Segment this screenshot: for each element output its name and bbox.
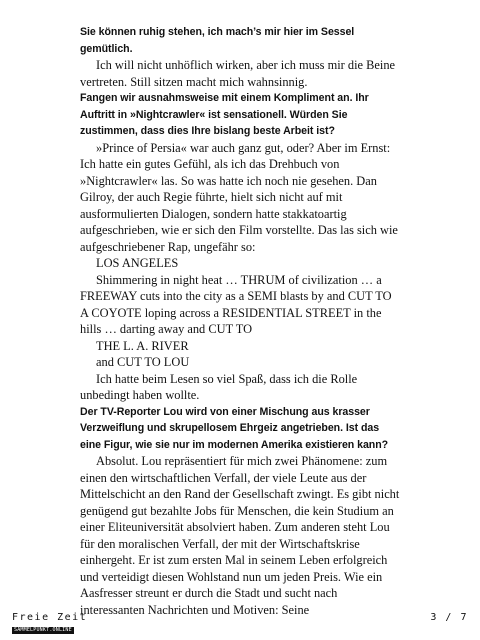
screenplay-line: LOS ANGELES — [96, 256, 179, 270]
screenplay-line: THE L. A. RIVER — [96, 338, 189, 353]
interview-question: Fangen wir ausnahmsweise mit einem Kompliment an. Ihr Auftritt in »Nightcrawler« ist sensationell. Würden Sie zustimmen, dass dies Ihre bislang beste Arbeit ist? — [80, 92, 369, 137]
page-number: 3 / 7 — [430, 612, 468, 623]
interview-answer: Absolut. Lou repräsentiert für mich zwei Phänomene: zum einen den wirtschaftlichen Verfall, der viele Leute aus der Mittelschicht an den Rand der Gesellschaft zwingt. Es gibt nicht genügend gut bezahlte Jobs für Menschen, die kein Studium an einer Eliteuniversität absolviert haben. Zum anderen steht Lou für den moralischen Verfall, der mit der Wirtschaftskrise einhergeht. Er ist zum ersten Mal in seinem Leben erfolgreich und verteidigt diesen Wohlstand nun um jeden Preis. Wie ein Aasfresser streunt er durch die Stadt und sucht nach interessanten Nachrichten und Motiven: Seine — [80, 454, 400, 617]
interview-answer: »Prince of Persia« war auch ganz gut, oder? Aber im Ernst: Ich hatte ein gutes Gefühl, als ich das Drehbuch von »Nightcrawler« las. So was hatte ich noch nie gesehen. Dan Gilroy, der auch Regie führte, hielt sich nicht auf mit ausformulierten Dialogen, sondern hatte stakkatoartig aufgeschrieben, wie er sich den Film vorstellte. Das las sich wie aufgeschriebener Rap, ungefähr so: — [80, 140, 398, 254]
interview-answer: Ich will nicht unhöflich wirken, aber ich muss mir die Beine vertreten. Still sitzen macht mich wahnsinnig. — [80, 58, 396, 89]
screenplay-line: and CUT TO LOU — [96, 355, 190, 369]
source-strip: SAMMELPUNKT.ONLINE — [14, 627, 72, 633]
screenplay-line: Shimmering in night heat … THRUM of civilization … a FREEWAY cuts into the city as a SEMI blasts by and CUT TO A COYOTE loping across a RESIDENTIAL STREET in the hills … darting away and CUT TO — [80, 272, 392, 336]
interview-question: Sie können ruhig stehen, ich mach’s mir hier im Sessel gemütlich. — [80, 26, 355, 55]
interview-question: Der TV-Reporter Lou wird von einer Mischung aus krasser Verzweiflung und skrupellosem Ehrgeiz angetrieben. Ist das eine Figur, wie sie nur im modernen Amerika existieren kann? — [80, 405, 389, 451]
article-body — [80, 24, 402, 618]
section-label: Freie Zeit — [12, 612, 88, 623]
interview-answer: Ich hatte beim Lesen so viel Spaß, dass ich die Rolle unbedingt haben wollte. — [80, 371, 358, 402]
